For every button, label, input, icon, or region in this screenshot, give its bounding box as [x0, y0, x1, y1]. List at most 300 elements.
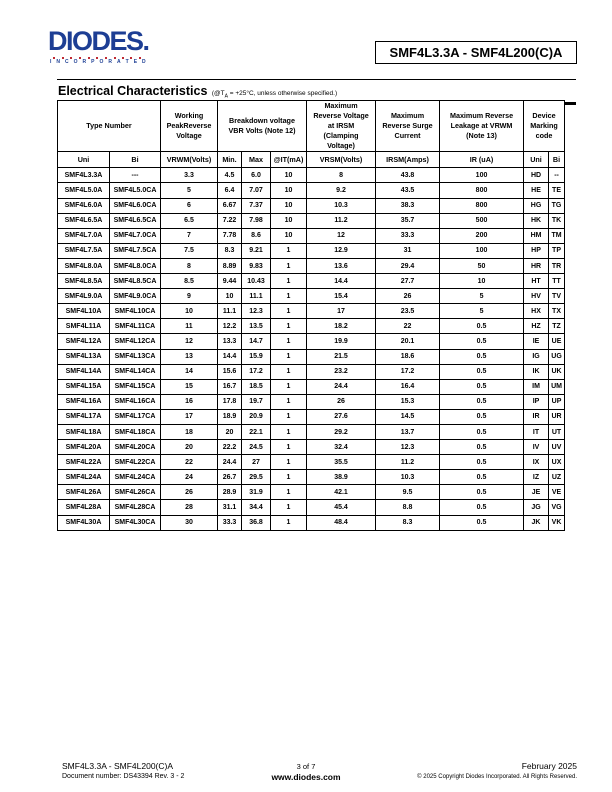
table-cell: 33.3: [218, 515, 242, 530]
table-cell: 20: [161, 440, 218, 455]
table-cell: SMF4L6.0CA: [110, 198, 161, 213]
table-sub-header-row: [58, 152, 565, 168]
table-cell: SMF4L6.5A: [58, 213, 110, 228]
col-group-max-reverse-surge-current: Maximum Reverse Surge Current: [376, 101, 440, 152]
table-cell: 43.5: [376, 183, 440, 198]
table-cell: TZ: [549, 319, 565, 334]
footer-website-link[interactable]: www.diodes.com: [271, 771, 341, 782]
table-cell: SMF4L7.0A: [58, 228, 110, 243]
table-cell: 32.4: [307, 440, 376, 455]
table-cell: UR: [549, 409, 565, 424]
table-cell: 26.7: [218, 470, 242, 485]
part-number-range: SMF4L3.3A - SMF4L200(C)A: [389, 45, 563, 60]
table-cell: 7.98: [242, 213, 271, 228]
table-cell: UG: [549, 349, 565, 364]
table-cell: 100: [440, 243, 524, 258]
table-cell: 22.2: [218, 440, 242, 455]
table-cell: 12: [161, 334, 218, 349]
table-cell: 7.78: [218, 228, 242, 243]
table-cell: IR: [524, 409, 549, 424]
table-cell: SMF4L26A: [58, 485, 110, 500]
table-cell: 18.6: [376, 349, 440, 364]
table-cell: 27: [242, 455, 271, 470]
table-cell: 12.9: [307, 243, 376, 258]
table-cell: 800: [440, 198, 524, 213]
table-row: [58, 304, 565, 319]
table-cell: 8.8: [376, 500, 440, 515]
table-cell: 3.3: [161, 168, 218, 183]
table-cell: TR: [549, 258, 565, 273]
table-cell: SMF4L8.0CA: [110, 258, 161, 273]
table-cell: UV: [549, 440, 565, 455]
table-cell: 45.4: [307, 500, 376, 515]
table-row: [58, 228, 565, 243]
table-cell: 0.5: [440, 319, 524, 334]
table-cell: SMF4L14CA: [110, 364, 161, 379]
table-cell: HE: [524, 183, 549, 198]
table-cell: 22.1: [242, 424, 271, 439]
table-cell: 28.9: [218, 485, 242, 500]
table-cell: 28: [161, 500, 218, 515]
table-cell: SMF4L14A: [58, 364, 110, 379]
condition-rest: = +25°C, unless otherwise specified.): [227, 90, 338, 97]
footer-page-number: 3 of 7: [296, 762, 316, 771]
table-cell: 1: [271, 334, 307, 349]
col-group-breakdown-voltage: Breakdown voltage VBR Volts (Note 12): [218, 101, 307, 152]
footer-copyright: © 2025 Copyright Diodes Incorporated. All Rights Reserved.: [417, 773, 577, 780]
table-cell: 5: [440, 304, 524, 319]
table-cell: IK: [524, 364, 549, 379]
table-cell: 1: [271, 258, 307, 273]
table-cell: 10: [271, 213, 307, 228]
table-cell: 18.5: [242, 379, 271, 394]
table-cell: HZ: [524, 319, 549, 334]
table-cell: 20.1: [376, 334, 440, 349]
table-cell: 0.5: [440, 349, 524, 364]
table-cell: HG: [524, 198, 549, 213]
table-cell: 22: [161, 455, 218, 470]
footer-date: February 2025: [521, 761, 577, 771]
table-cell: 13.6: [307, 258, 376, 273]
table-cell: 35.7: [376, 213, 440, 228]
col-group-max-reverse-voltage: Maximum Reverse Voltage at IRSM (Clamping Voltage): [307, 101, 376, 152]
col-header-marking-uni: Uni: [524, 152, 549, 168]
table-cell: 22: [376, 319, 440, 334]
table-cell: 1: [271, 485, 307, 500]
table-cell: 14.5: [376, 409, 440, 424]
table-cell: SMF4L5.0A: [58, 183, 110, 198]
table-cell: 0.5: [440, 364, 524, 379]
table-cell: 6.5: [161, 213, 218, 228]
table-cell: 1: [271, 304, 307, 319]
table-cell: UE: [549, 334, 565, 349]
col-header-max: Max: [242, 152, 271, 168]
table-cell: 17: [161, 409, 218, 424]
table-cell: 16.7: [218, 379, 242, 394]
table-cell: TK: [549, 213, 565, 228]
table-cell: 17: [307, 304, 376, 319]
table-cell: 12: [307, 228, 376, 243]
table-cell: 35.5: [307, 455, 376, 470]
table-cell: 50: [440, 258, 524, 273]
table-cell: 11.1: [218, 304, 242, 319]
table-cell: SMF4L11A: [58, 319, 110, 334]
table-cell: 24: [161, 470, 218, 485]
col-header-vrwm: VRWM(Volts): [161, 152, 218, 168]
table-cell: SMF4L8.5A: [58, 274, 110, 289]
table-cell: 18.2: [307, 319, 376, 334]
table-cell: UP: [549, 394, 565, 409]
table-row: [58, 470, 565, 485]
col-header-irsm: IRSM(Amps): [376, 152, 440, 168]
table-cell: SMF4L17A: [58, 409, 110, 424]
table-cell: 9.83: [242, 258, 271, 273]
table-cell: 19.7: [242, 394, 271, 409]
table-cell: HM: [524, 228, 549, 243]
table-cell: 0.5: [440, 409, 524, 424]
table-row: [58, 198, 565, 213]
table-cell: IG: [524, 349, 549, 364]
table-cell: 11.2: [307, 213, 376, 228]
table-cell: 1: [271, 424, 307, 439]
table-cell: SMF4L30CA: [110, 515, 161, 530]
table-row: [58, 183, 565, 198]
table-cell: 24.4: [307, 379, 376, 394]
table-cell: SMF4L18A: [58, 424, 110, 439]
table-cell: 0.5: [440, 440, 524, 455]
table-cell: UT: [549, 424, 565, 439]
col-header-it: @IT(mA): [271, 152, 307, 168]
table-cell: SMF4L9.0CA: [110, 289, 161, 304]
col-header-min: Min.: [218, 152, 242, 168]
table-cell: 15: [161, 379, 218, 394]
part-number-box: [375, 41, 577, 64]
table-cell: 18: [161, 424, 218, 439]
table-cell: TM: [549, 228, 565, 243]
table-cell: 1: [271, 455, 307, 470]
table-cell: SMF4L15A: [58, 379, 110, 394]
table-cell: 17.2: [376, 364, 440, 379]
table-cell: 7: [161, 228, 218, 243]
table-cell: 15.3: [376, 394, 440, 409]
table-cell: 17.8: [218, 394, 242, 409]
table-cell: 8.6: [242, 228, 271, 243]
table-cell: HD: [524, 168, 549, 183]
table-cell: SMF4L5.0CA: [110, 183, 161, 198]
col-group-type-number: Type Number: [58, 101, 161, 152]
table-row: [58, 364, 565, 379]
table-cell: 1: [271, 500, 307, 515]
table-cell: SMF4L6.5CA: [110, 213, 161, 228]
col-header-marking-bi: Bi: [549, 152, 565, 168]
table-cell: 11.2: [376, 455, 440, 470]
table-cell: 1: [271, 274, 307, 289]
table-cell: 6.67: [218, 198, 242, 213]
table-cell: SMF4L20A: [58, 440, 110, 455]
table-cell: TT: [549, 274, 565, 289]
table-row: [58, 334, 565, 349]
table-cell: SMF4L13A: [58, 349, 110, 364]
table-row: [58, 394, 565, 409]
footer-right: [417, 761, 577, 781]
table-cell: TX: [549, 304, 565, 319]
table-cell: 1: [271, 319, 307, 334]
table-cell: 14.4: [307, 274, 376, 289]
table-cell: 13.7: [376, 424, 440, 439]
diodes-logo: [48, 28, 178, 65]
table-cell: 15.4: [307, 289, 376, 304]
table-cell: 36.8: [242, 515, 271, 530]
table-cell: 8.3: [376, 515, 440, 530]
table-cell: 7.22: [218, 213, 242, 228]
table-cell: 19.9: [307, 334, 376, 349]
table-row: [58, 274, 565, 289]
table-cell: 24.5: [242, 440, 271, 455]
table-cell: 1: [271, 364, 307, 379]
table-cell: 12.3: [242, 304, 271, 319]
table-cell: 17.2: [242, 364, 271, 379]
table-cell: 0.5: [440, 485, 524, 500]
table-cell: IM: [524, 379, 549, 394]
table-cell: SMF4L17CA: [110, 409, 161, 424]
table-row: [58, 243, 565, 258]
table-cell: 33.3: [376, 228, 440, 243]
table-cell: JG: [524, 500, 549, 515]
table-cell: 0.5: [440, 500, 524, 515]
table-cell: SMF4L16CA: [110, 394, 161, 409]
table-cell: 27.6: [307, 409, 376, 424]
table-cell: UX: [549, 455, 565, 470]
table-cell: 1: [271, 349, 307, 364]
table-cell: SMF4L6.0A: [58, 198, 110, 213]
table-cell: 10.43: [242, 274, 271, 289]
diodes-logo-wordmark: DIODES.: [48, 26, 149, 56]
col-group-device-marking-code: Device Marking code: [524, 101, 565, 152]
table-cell: 8.89: [218, 258, 242, 273]
table-cell: JE: [524, 485, 549, 500]
table-cell: 9.44: [218, 274, 242, 289]
table-cell: 6: [161, 198, 218, 213]
table-cell: IV: [524, 440, 549, 455]
table-cell: 10: [271, 228, 307, 243]
table-cell: 23.5: [376, 304, 440, 319]
table-cell: 9.5: [376, 485, 440, 500]
table-cell: 38.3: [376, 198, 440, 213]
table-cell: JK: [524, 515, 549, 530]
condition-prefix: (@T: [211, 90, 225, 97]
table-cell: UZ: [549, 470, 565, 485]
table-cell: VE: [549, 485, 565, 500]
table-cell: SMF4L7.5CA: [110, 243, 161, 258]
table-row: [58, 515, 565, 530]
table-cell: 8.5: [161, 274, 218, 289]
table-cell: HV: [524, 289, 549, 304]
table-cell: SMF4L24CA: [110, 470, 161, 485]
table-cell: IE: [524, 334, 549, 349]
table-cell: 20.9: [242, 409, 271, 424]
col-header-ir: IR (uA): [440, 152, 524, 168]
table-cell: 1: [271, 243, 307, 258]
col-header-vrsm: VRSM(Volts): [307, 152, 376, 168]
table-row: [58, 258, 565, 273]
table-cell: UK: [549, 364, 565, 379]
table-row: [58, 440, 565, 455]
table-cell: SMF4L12CA: [110, 334, 161, 349]
table-cell: 26: [376, 289, 440, 304]
table-cell: TE: [549, 183, 565, 198]
table-cell: SMF4L24A: [58, 470, 110, 485]
logo-incorporated-text: I N C O R P O R A T E D: [50, 59, 146, 65]
table-cell: 12.2: [218, 319, 242, 334]
footer-part-range: SMF4L3.3A - SMF4L200(C)A: [62, 761, 174, 771]
table-cell: SMF4L13CA: [110, 349, 161, 364]
table-cell: 0.5: [440, 334, 524, 349]
table-cell: 11: [161, 319, 218, 334]
table-cell: SMF4L10A: [58, 304, 110, 319]
table-cell: 6.4: [218, 183, 242, 198]
table-cell: SMF4L7.5A: [58, 243, 110, 258]
table-cell: 24.4: [218, 455, 242, 470]
table-cell: 31.1: [218, 500, 242, 515]
table-row: [58, 213, 565, 228]
table-cell: 0.5: [440, 424, 524, 439]
table-cell: 27.7: [376, 274, 440, 289]
table-cell: 10: [271, 183, 307, 198]
table-cell: 48.4: [307, 515, 376, 530]
table-cell: 14.7: [242, 334, 271, 349]
table-cell: 7.5: [161, 243, 218, 258]
table-cell: HX: [524, 304, 549, 319]
table-row: [58, 289, 565, 304]
table-body: [58, 168, 565, 530]
table-cell: 5: [440, 289, 524, 304]
table-cell: 14: [161, 364, 218, 379]
table-cell: 20: [218, 424, 242, 439]
table-cell: 7.07: [242, 183, 271, 198]
table-cell: 13.3: [218, 334, 242, 349]
table-cell: 8: [307, 168, 376, 183]
table-cell: 1: [271, 515, 307, 530]
table-cell: 10: [271, 198, 307, 213]
table-cell: 1: [271, 379, 307, 394]
table-cell: TV: [549, 289, 565, 304]
table-cell: 200: [440, 228, 524, 243]
table-cell: SMF4L3.3A: [58, 168, 110, 183]
table-cell: 8: [161, 258, 218, 273]
table-cell: 6.0: [242, 168, 271, 183]
table-cell: SMF4L28A: [58, 500, 110, 515]
table-cell: 18.9: [218, 409, 242, 424]
table-cell: --: [549, 168, 565, 183]
table-cell: 10: [440, 274, 524, 289]
section-title: Electrical Characteristics: [58, 84, 208, 98]
table-cell: 34.4: [242, 500, 271, 515]
table-cell: SMF4L22A: [58, 455, 110, 470]
table-cell: IT: [524, 424, 549, 439]
table-cell: 16.4: [376, 379, 440, 394]
table-cell: 30: [161, 515, 218, 530]
table-cell: 4.5: [218, 168, 242, 183]
condition-subscript: A: [224, 93, 228, 100]
table-cell: 1: [271, 470, 307, 485]
table-row: [58, 379, 565, 394]
table-cell: 500: [440, 213, 524, 228]
table-cell: 10.3: [307, 198, 376, 213]
table-cell: 14.4: [218, 349, 242, 364]
table-cell: 29.4: [376, 258, 440, 273]
table-cell: 15.9: [242, 349, 271, 364]
table-cell: SMF4L18CA: [110, 424, 161, 439]
table-cell: HT: [524, 274, 549, 289]
footer-document-number: Document number: DS43394 Rev. 3 - 2: [62, 773, 185, 781]
table-cell: 38.9: [307, 470, 376, 485]
table-cell: 15.6: [218, 364, 242, 379]
table-cell: 13: [161, 349, 218, 364]
table-cell: 12.3: [376, 440, 440, 455]
col-group-working-peak-reverse-voltage: Working PeakReverse Voltage: [161, 101, 218, 152]
table-cell: SMF4L11CA: [110, 319, 161, 334]
table-group-header-row: [58, 101, 565, 152]
table-cell: 0.5: [440, 379, 524, 394]
table-cell: 26: [307, 394, 376, 409]
table-cell: SMF4L30A: [58, 515, 110, 530]
table-cell: SMF4L9.0A: [58, 289, 110, 304]
table-row: [58, 500, 565, 515]
table-row: [58, 485, 565, 500]
table-cell: SMF4L7.0CA: [110, 228, 161, 243]
table-cell: 1: [271, 409, 307, 424]
table-cell: HR: [524, 258, 549, 273]
col-group-max-reverse-leakage: Maximum Reverse Leakage at VRWM (Note 13): [440, 101, 524, 152]
table-cell: 0.5: [440, 470, 524, 485]
table-cell: HK: [524, 213, 549, 228]
table-row: [58, 168, 565, 183]
table-row: [58, 409, 565, 424]
table-cell: 9.2: [307, 183, 376, 198]
table-cell: UM: [549, 379, 565, 394]
section-condition: [211, 90, 338, 100]
table-cell: 1: [271, 394, 307, 409]
electrical-characteristics-table: [57, 100, 565, 531]
table-cell: 10: [271, 168, 307, 183]
table-cell: 13.5: [242, 319, 271, 334]
table-cell: SMF4L10CA: [110, 304, 161, 319]
table-cell: VK: [549, 515, 565, 530]
table-cell: VG: [549, 500, 565, 515]
table-cell: 31.9: [242, 485, 271, 500]
table-cell: 43.8: [376, 168, 440, 183]
table-cell: 23.2: [307, 364, 376, 379]
table-cell: 10.3: [376, 470, 440, 485]
table-cell: IX: [524, 455, 549, 470]
table-cell: 0.5: [440, 515, 524, 530]
col-header-bi: Bi: [110, 152, 161, 168]
table-cell: 1: [271, 289, 307, 304]
table-cell: HP: [524, 243, 549, 258]
table-cell: 10: [161, 304, 218, 319]
table-cell: 16: [161, 394, 218, 409]
table-cell: 0.5: [440, 455, 524, 470]
table-cell: IZ: [524, 470, 549, 485]
table-cell: 8.3: [218, 243, 242, 258]
table-cell: 29.5: [242, 470, 271, 485]
table-row: [58, 349, 565, 364]
table-cell: 11.1: [242, 289, 271, 304]
table-cell: 1: [271, 440, 307, 455]
table-cell: SMF4L20CA: [110, 440, 161, 455]
table-cell: TP: [549, 243, 565, 258]
table-cell: 0.5: [440, 394, 524, 409]
